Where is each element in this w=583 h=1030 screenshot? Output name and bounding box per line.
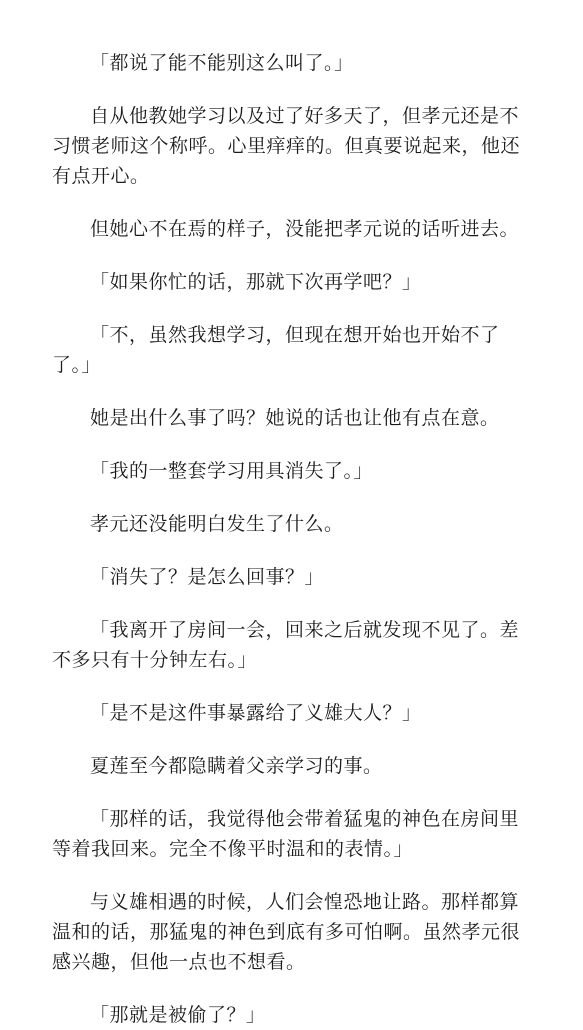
paragraph-13: 「那样的话，我觉得他会带着猛鬼的神色在房间里等着我回来。完全不像平时温和的表情。」: [52, 808, 520, 860]
paragraph-11: 「是不是这件事暴露给了义雄大人？」: [90, 702, 422, 724]
paragraph-3: 但她心不在焉的样子，没能把孝元说的话听进去。: [90, 218, 520, 240]
paragraph-10: 「我离开了房间一会，回来之后就发现不见了。差不多只有十分钟左右。」: [52, 619, 520, 671]
paragraph-1: 「都说了能不能别这么叫了。」: [90, 52, 354, 74]
paragraph-15: 「那就是被偷了？」: [90, 1004, 266, 1026]
paragraph-8: 孝元还没能明白发生了什么。: [90, 513, 344, 535]
paragraph-5: 「不，虽然我想学习，但现在想开始也开始不了了。」: [52, 324, 500, 376]
paragraph-2: 自从他教她学习以及过了好多天了，但孝元还是不习惯老师这个称呼。心里痒痒的。但真要说起来，他还有点开心。: [52, 105, 521, 187]
paragraph-7: 「我的一整套学习用具消失了。」: [90, 460, 374, 482]
paragraph-12: 夏莲至今都隐瞒着父亲学习的事。: [90, 755, 383, 777]
paragraph-4: 「如果你忙的话，那就下次再学吧？」: [90, 271, 422, 293]
paragraph-6: 她是出什么事了吗？她说的话也让他有点在意。: [90, 407, 500, 429]
paragraph-14: 与义雄相遇的时候，人们会惶恐地让路。那样都算温和的话，那猛鬼的神色到底有多可怕啊。虽然孝元很感兴趣，但他一点也不想看。: [52, 891, 521, 973]
paragraph-9: 「消失了？是怎么回事？」: [90, 566, 325, 588]
